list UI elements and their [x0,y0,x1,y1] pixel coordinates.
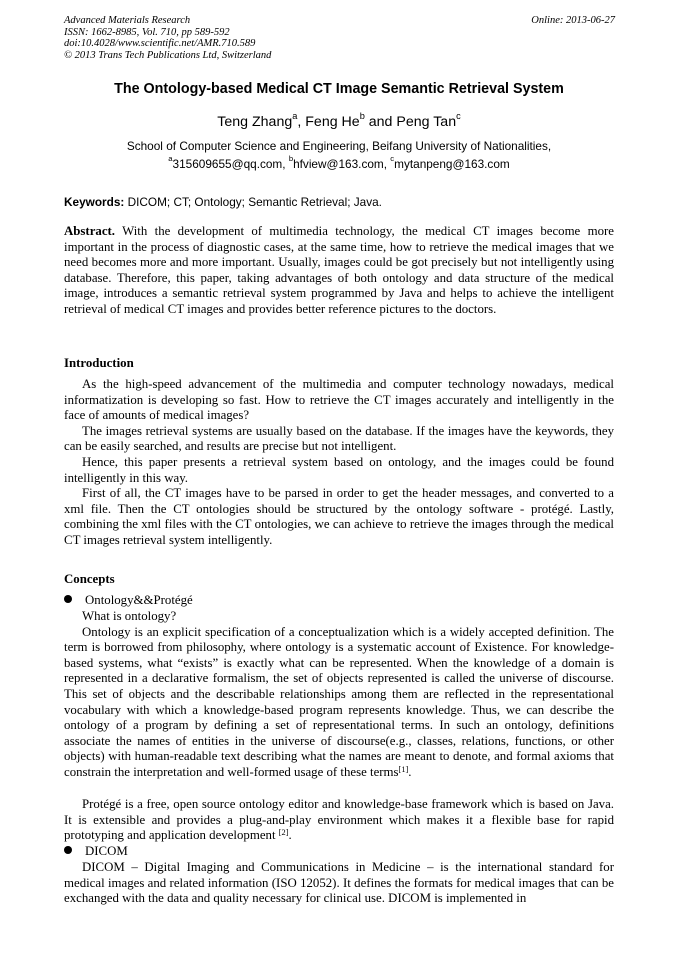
paragraph [64,625,614,781]
affil-mark: c [456,111,461,121]
affil-mark: b [359,111,365,121]
citation: [1] [398,764,409,774]
author-list [40,111,638,130]
author-emails [40,154,638,171]
paragraph [64,797,614,844]
punctuation: . [288,828,292,843]
paragraph: Hence, this paper presents a retrieval system based on ontology, and the images could be found intelligently in this way. [64,454,614,485]
paragraph-text: Ontology is an explicit specification of a conceptualization which is a widely accepted definition. The term is borrowed from philosophy, where ontology is a systematic account of Existence. For knowledge-based systems, what “exists” is exactly what can be represented. When the knowledge of a domain is represented in a declarative formalism, the set of objects represented is called the universe of discourse. This set of objects and the describable relationships among them are reflected in the representational vocabulary with which a knowledge-based program represents knowledge. Thus, we can describe the ontology of a program by defining a set of representational terms. In such an ontology, definitions associate the names of entities in the universe of discourse(e.g., classes, relations, functions, or other objects) with human-readable text describing what the names are meant to denote, and formal axioms that constrain the interpretation and well-formed usage of these terms [64,624,614,779]
paragraph: As the high-speed advancement of the multimedia and computer technology nowadays, medical informatization is developing so fast. How to retrieve the CT images accurately and intelligently in the face of amounts of medical images? [64,377,614,423]
citation: [2] [278,828,289,838]
author-name: Teng Zhang [217,114,293,130]
doi: doi:10.4028/www.scientific.net/AMR.710.589 [64,38,256,50]
email-mark: a [168,154,173,163]
section-heading-introduction: Introduction [64,356,134,370]
keywords-label: Keywords: [64,195,125,209]
bullet-ontology [64,593,614,609]
journal-name: Advanced Materials Research [64,15,191,26]
paper-title: The Ontology-based Medical CT Image Semantic Retrieval System [114,81,564,97]
online-date: Online: 2013-06-27 [531,15,615,26]
email: mytanpeng@163.com [394,157,510,171]
separator: , [297,114,306,130]
dicom-body [64,860,614,907]
email-mark: c [390,154,395,163]
email: 315609655@qq.com, [172,157,289,171]
punctuation: . [408,764,412,779]
paragraph: What is ontology? [82,609,177,623]
paragraph-text: Protégé is a free, open source ontology editor and knowledge-base framework which is based on Java. It is extensible and provides a plug-and-play environment which makes it a flexible base for rapid prototyping and application development [64,797,614,843]
concepts-body [64,609,614,781]
journal-header [64,15,271,61]
keywords [64,195,382,209]
abstract-label: Abstract. [64,224,116,238]
paragraph: First of all, the CT images have to be parsed in order to get the header messages, and converted to a xml file. Then the CT ontologies should be structured by the ontology software - protégé. Lastly, combining the xml files with the CT ontologies, we can achieve to retrieve the images through the medical CT images retrieval system intelligently. [64,486,614,547]
bullet-dicom [64,844,614,860]
keywords-text: DICOM; CT; Ontology; Semantic Retrieval; Java. [124,195,382,209]
paragraph: The images retrieval systems are usually based on the database. If the images have the keywords, they can be easily searched, and results are precise but not intelligent. [64,423,614,454]
section-heading-concepts: Concepts [64,572,115,586]
author-name: Feng He [305,114,360,130]
affiliation: School of Computer Science and Engineering, Beifang University of Nationalities, [126,139,552,153]
introduction-body [64,377,614,549]
issn: ISSN: 1662-8985, Vol. 710, pp 589-592 [64,26,230,38]
bullet-label: DICOM [85,844,128,858]
abstract-text: With the development of multimedia technology, the medical CT images become more important in the process of diagnostic cases, at the same time, how to retrieve the medical images that we need becomes more and more important. Usually, images could be got precisely but not intelligently using database. Therefore, this paper, taking advantages of both ontology and data structure of the medical image, introduces a semantic retrieval system programmed by Java and helps to achieve the intelligent retrieval of medical CT images and provides better reference pictures to the doctors. [64,224,614,316]
paragraph: DICOM – Digital Imaging and Communications in Medicine – is the international standard for medical images and related information (ISO 12052). It defines the formats for medical images that can be exchanged with the data and quality necessary for clinical use. DICOM is implemented in [64,860,614,906]
email-mark: b [288,154,294,163]
email: hfview@163.com, [293,157,391,171]
bullet-dot-icon [64,595,72,603]
bullet-label: Ontology&&Protégé [85,593,193,607]
abstract [64,224,614,318]
copyright: © 2013 Trans Tech Publications Ltd, Switzerland [64,49,272,61]
separator: and [364,114,397,130]
affil-mark: a [292,111,298,121]
protege-paragraph [64,797,614,844]
bullet-dot-icon [64,846,72,854]
author-name: Peng Tan [396,114,457,130]
